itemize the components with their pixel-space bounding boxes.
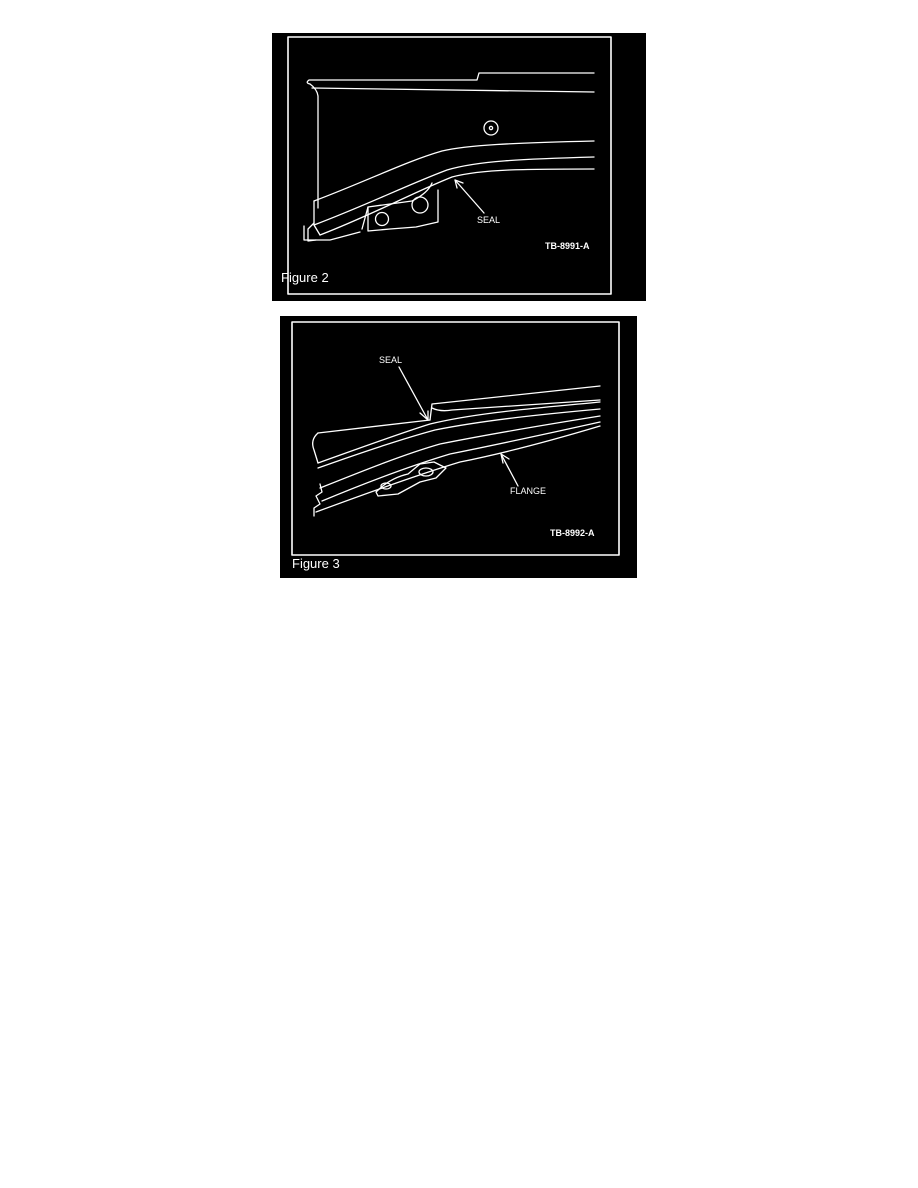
figure-2-hole-top-center xyxy=(489,126,492,129)
figure-3-seal-label: SEAL xyxy=(379,355,403,365)
figure-2-caption: Figure 2 xyxy=(281,270,329,285)
figure-2 xyxy=(272,33,646,301)
figure-3-seal-face-left xyxy=(313,433,318,463)
figure-2-vertical-edge xyxy=(310,84,318,208)
figure-2-hole-top xyxy=(484,121,498,135)
figure-2-seal-arrow-line xyxy=(455,180,484,213)
figure-3-flange-line-2 xyxy=(316,426,600,512)
figure-3-hole-right xyxy=(419,468,433,476)
figure-2-base xyxy=(304,226,360,240)
figure-2-frame xyxy=(288,37,611,294)
figure-2-hole-right xyxy=(412,197,428,213)
figure-3-seal-face-top xyxy=(318,420,430,433)
figure-2-hole-left xyxy=(376,213,389,226)
figure-3-flange-label: FLANGE xyxy=(510,486,547,496)
figure-2-seal-end xyxy=(314,201,320,235)
figure-2-seal-top xyxy=(314,141,594,201)
figure-3-code: TB-8992-A xyxy=(550,528,595,538)
figure-3-caption: Figure 3 xyxy=(292,556,340,571)
figure-3-frame xyxy=(292,322,619,555)
figure-2-upper-rail-lower-edge xyxy=(312,88,594,92)
figure-2-seal-label: SEAL xyxy=(477,215,501,225)
figure-2-upper-rail xyxy=(307,73,594,84)
figure-2-seal-bottom xyxy=(320,169,594,235)
figure-3-seal-arrow-line xyxy=(399,367,428,420)
figure-3-upper-rail xyxy=(430,386,600,420)
figure-2-code: TB-8991-A xyxy=(545,241,590,251)
figure-2-seal-mid xyxy=(314,157,594,225)
figure-3 xyxy=(280,316,637,578)
figure-3-illustration xyxy=(280,316,637,578)
figure-2-illustration xyxy=(272,33,646,301)
